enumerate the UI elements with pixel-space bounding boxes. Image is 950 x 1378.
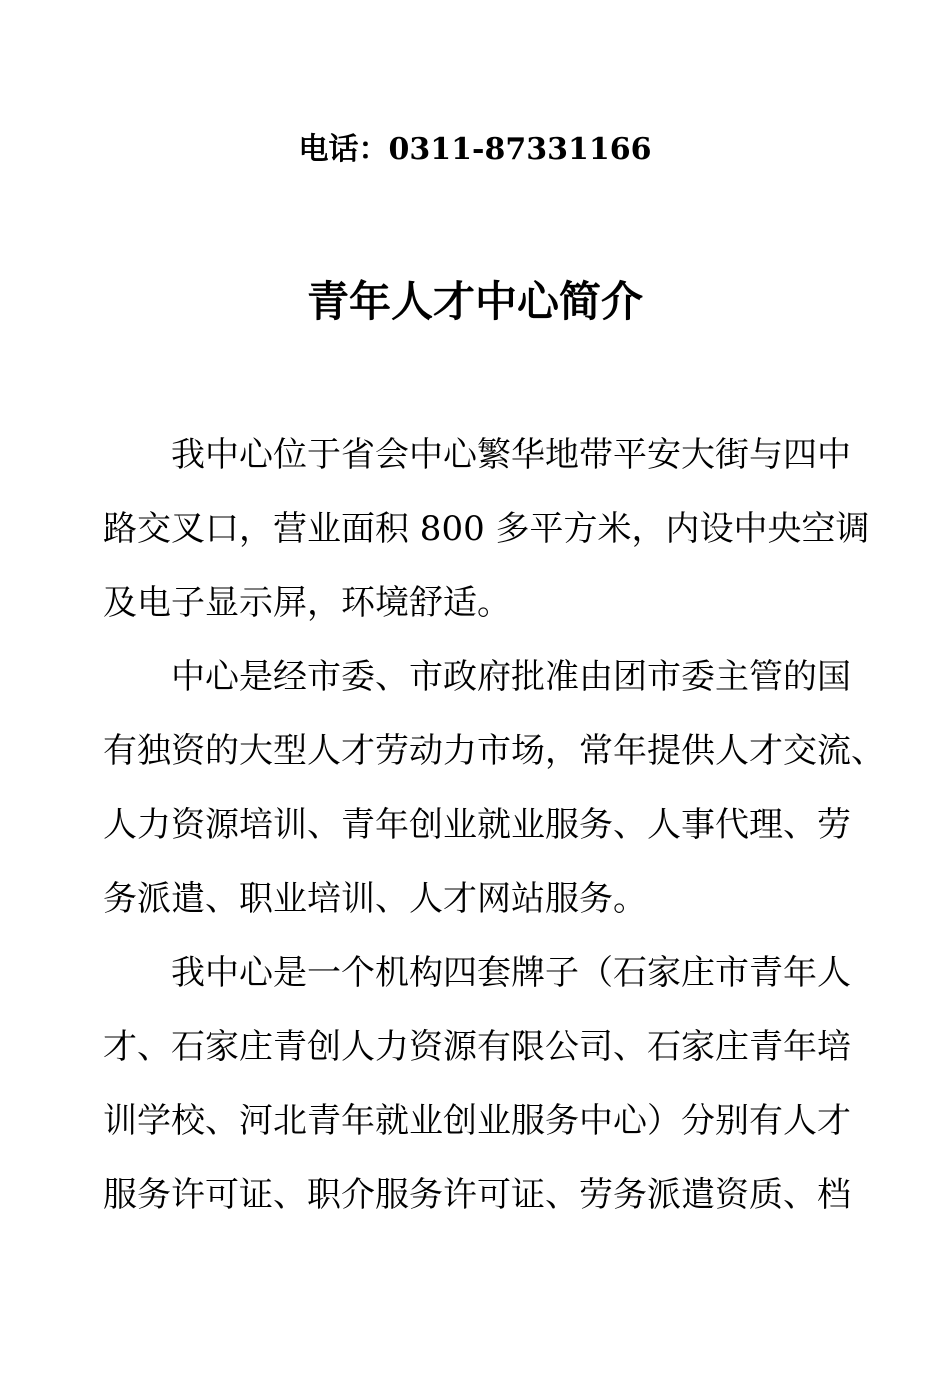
- paragraph-location: [103, 418, 870, 640]
- paragraph-line: 务派遣、职业培训、人才网站服务。: [103, 879, 647, 919]
- paragraph-line: 人力资源培训、青年创业就业服务、人事代理、劳: [103, 805, 851, 845]
- paragraph-line: 才、石家庄青创人力资源有限公司、石家庄青年培: [103, 1027, 851, 1067]
- paragraph-line: 路交叉口，营业面积 800 多平方米，内设中央空调: [103, 509, 870, 549]
- paragraph-line: 我中心位于省会中心繁华地带平安大街与四中: [171, 435, 851, 475]
- paragraph-line: 我中心是一个机构四套牌子（石家庄市青年人: [171, 953, 851, 993]
- paragraph-line: 有独资的大型人才劳动力市场，常年提供人才交流、: [103, 731, 885, 771]
- paragraph-organization: [103, 936, 851, 1232]
- paragraph-line: 训学校、河北青年就业创业服务中心）分别有人才: [103, 1101, 851, 1141]
- document-body: [103, 418, 885, 1232]
- paragraph-line: 服务许可证、职介服务许可证、劳务派遣资质、档: [103, 1175, 851, 1215]
- paragraph-line: 及电子显示屏，环境舒适。: [103, 583, 511, 623]
- phone-number: 电话：0311-87331166: [298, 132, 652, 167]
- paragraph-line: 中心是经市委、市政府批准由团市委主管的国: [171, 657, 851, 697]
- paragraph-services: [103, 640, 885, 936]
- page-title: 青年人才中心简介: [306, 277, 643, 326]
